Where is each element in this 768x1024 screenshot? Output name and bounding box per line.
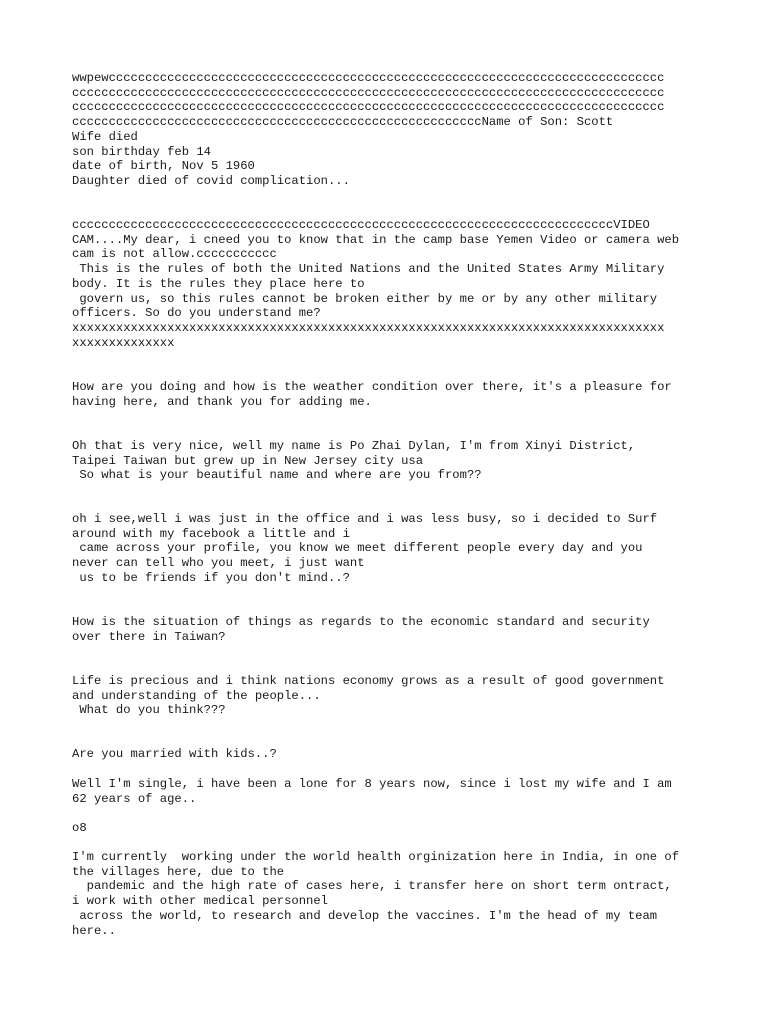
text-block-video-cam: ccccccccccccccccccccccccccccccccccccccccccccccccccccccccccccccccccccccccccVIDEO CAM....My dear, i cneed you to know that in the camp base Yemen Video or camera web cam is not allow.ccccccccccc This is the rules of both the United Nations and the United States Army Military body. It is the rules they place here to govern us, so this rules cannot be broken either by me or by any other military officers. So do you understand me? xxxxxxxxxxxxxxxxxxxxxxxxxxxxxxxxxxxxxxxxxxxxxxxxxxxxxxxxxxxxxxxxxxxxxxxxxxxxxxxxx xxxxxxxxxxxxxx — [72, 218, 680, 350]
text-block-work-details: I'm currently working under the world health orginization here in India, in one of the villages here, due to the pandemic and the high rate of cases here, i transfer here on short term ontract, i work with other medical personnel across the world, to research and develop the vaccines. I'm the head of my team here.. — [72, 850, 680, 938]
text-block-life-precious: Life is precious and i think nations economy grows as a result of good government and understanding of the people... What do you think??? — [72, 674, 665, 718]
text-block-greeting: How are you doing and how is the weather condition over there, it's a pleasure for having here, and thank you for adding me. — [72, 380, 672, 409]
text-block-introduction: Oh that is very nice, well my name is Po Zhai Dylan, I'm from Xinyi District, Taipei Taiwan but grew up in New Jersey city usa So what is your beautiful name and where are you from?? — [72, 439, 636, 483]
text-block-single-status: Well I'm single, i have been a lone for 8 years now, since i lost my wife and I am 62 years of age.. — [72, 777, 672, 806]
text-block-married-question: Are you married with kids..? — [72, 747, 277, 761]
text-block-profile-found: oh i see,well i was just in the office and i was less busy, so i decided to Surf around with my facebook a little and i came across your profile, you know we meet different people every day and you never can tell who you meet, i just want us to be friends if you don't mind..? — [72, 512, 658, 585]
text-block-o8: o8 — [72, 821, 87, 835]
text-block-economy-question: How is the situation of things as regards to the economic standard and security over there in Taiwan? — [72, 615, 650, 644]
text-block-profile-notes: wwpewcccccccccccccccccccccccccccccccccccccccccccccccccccccccccccccccccccccccccccc ccccccccccccccccccccccccccccccccccccccccccccccccccccccccccccccccccccccccccccccccc ccccccccccccccccccccccccccccccccccccccccccccccccccccccccccccccccccccccccccccccccc ccccccccccccccccccccccccccccccccccccccccccccccccccccccccName of Son: Scott Wife died son birthday feb 14 date of birth, Nov 5 1960 Daughter died of covid complication... — [72, 71, 665, 188]
